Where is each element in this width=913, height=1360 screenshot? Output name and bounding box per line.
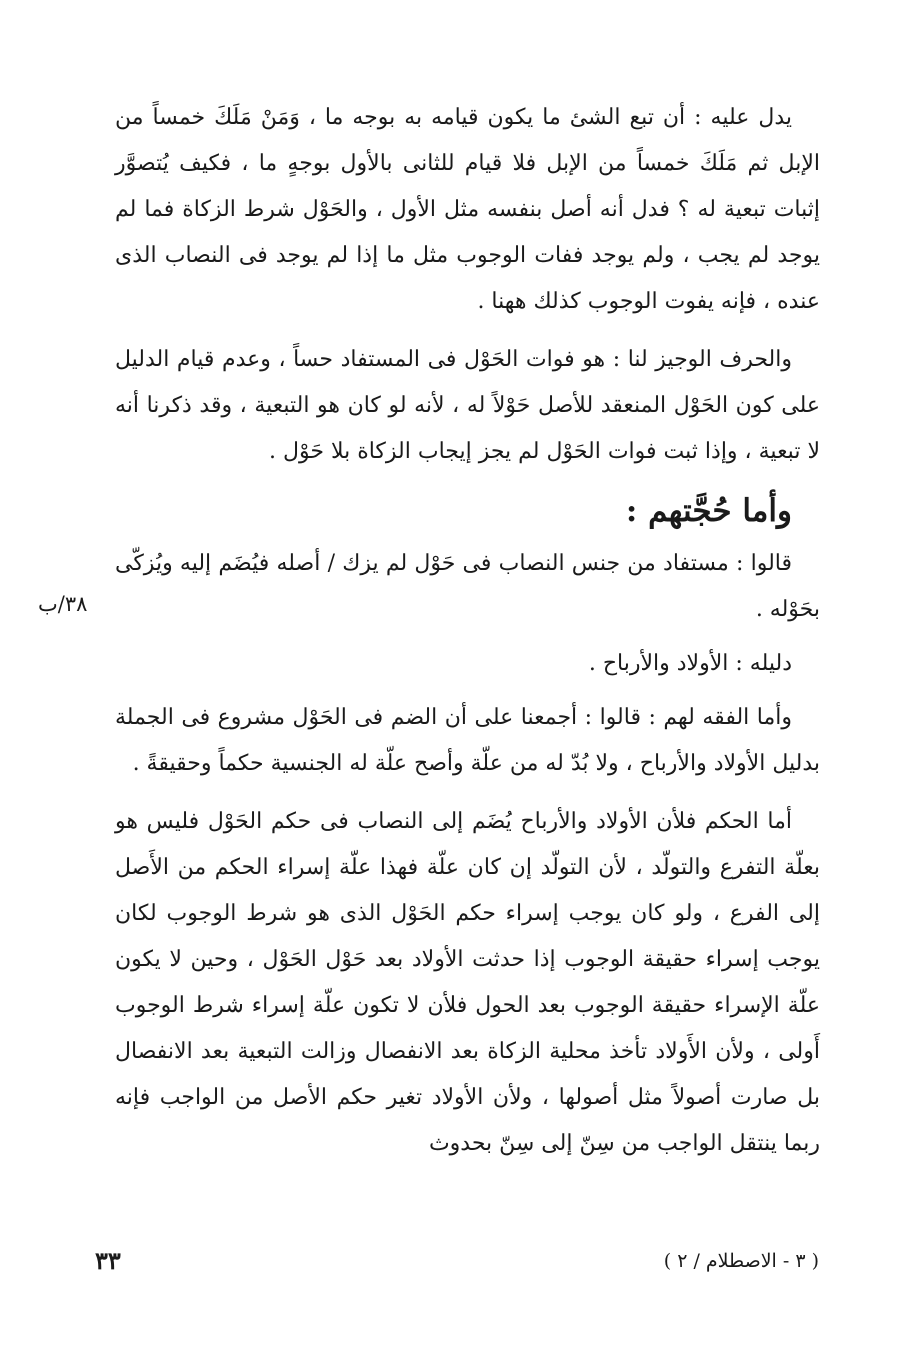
main-text-block [115, 95, 820, 1167]
footer-signature: ( ٣ - الاصطلام / ٢ ) [663, 1250, 819, 1272]
paragraph-4: دليله : الأولاد والأرباح . [588, 651, 792, 676]
paragraph-2: والحرف الوجيز لنا : هو فوات الحَوْل فى المستفاد حساً ، وعدم قيام الدليل على كون الحَوْل المنعقد للأصل حَوْلاً له ، لأنه لو كان هو التبعية ، وقد ذكرنا أنه لا تبعية ، وإذا ثبت فوات الحَوْل لم يجز إيجاب الزكاة بلا حَوْل . [115, 347, 820, 464]
paragraph-5: وأما الفقه لهم : قالوا : أجمعنا على أن الضم فى الحَوْل مشروع فى الجملة بدليل الأولاد والأرباح ، ولا بُدّ له من علّة وأصح علّة له الجنسية حكماً وحقيقةً . [115, 705, 820, 776]
paragraph-3: قالوا : مستفاد من جنس النصاب فى حَوْل لم يزك / أصله فيُضَم إليه ويُزكّى بحَوْله . [115, 551, 820, 622]
page-number: ٣٣ [95, 1246, 121, 1275]
paragraph-6: أما الحكم فلأن الأولاد والأرباح يُضَم إلى النصاب فى حكم الحَوْل فليس هو بعلّة التفرع والتولّد ، لأن التولّد إن كان علّة فهذا علّة إسراء الحكم من الأَصل إلى الفرع ، ولو كان يوجب إسراء حكم الحَوْل الذى هو شرط الوجوب لكان يوجب إسراء حقيقة الوجوب إذا حدثت الأولاد بعد حَوْل الحَوْل ، وحين لا يكون علّة الإسراء حقيقة الوجوب بعد الحول فلأن لا تكون علّة إسراء شرط الوجوب أَولى ، ولأن الأَولاد تأخذ محلية الزكاة بعد الانفصال وزالت التبعية بعد الانفصال بل صارت أصولاً مثل أصولها ، ولأن الأولاد تغير حكم الأصل من الواجب فإنه ربما ينتقل الواجب من سِنّ إلى سِنّ بحدوث [115, 809, 820, 1156]
section-heading: وأما حُجَّتهم : [625, 493, 792, 529]
paragraph-1: يدل عليه : أن تبع الشئ ما يكون قيامه به بوجه ما ، وَمَنْ مَلَكَ خمساً من الإبل ثم مَلَكَ خمساً من الإبل فلا قيام للثانى بالأول بوجهٍ ما ، فكيف يُتصوَّر إثبات تبعية له ؟ فدل أنه أصل بنفسه مثل الأول ، والحَوْل شرط الزكاة فما لم يوجد لم يجب ، ولم يوجد ففات الوجوب مثل ما إذا لم يوجد فى النصاب الذى عنده ، فإنه يفوت الوجوب كذلك ههنا . [115, 105, 820, 314]
manuscript-folio-note: ٣٨/ب [38, 592, 88, 616]
